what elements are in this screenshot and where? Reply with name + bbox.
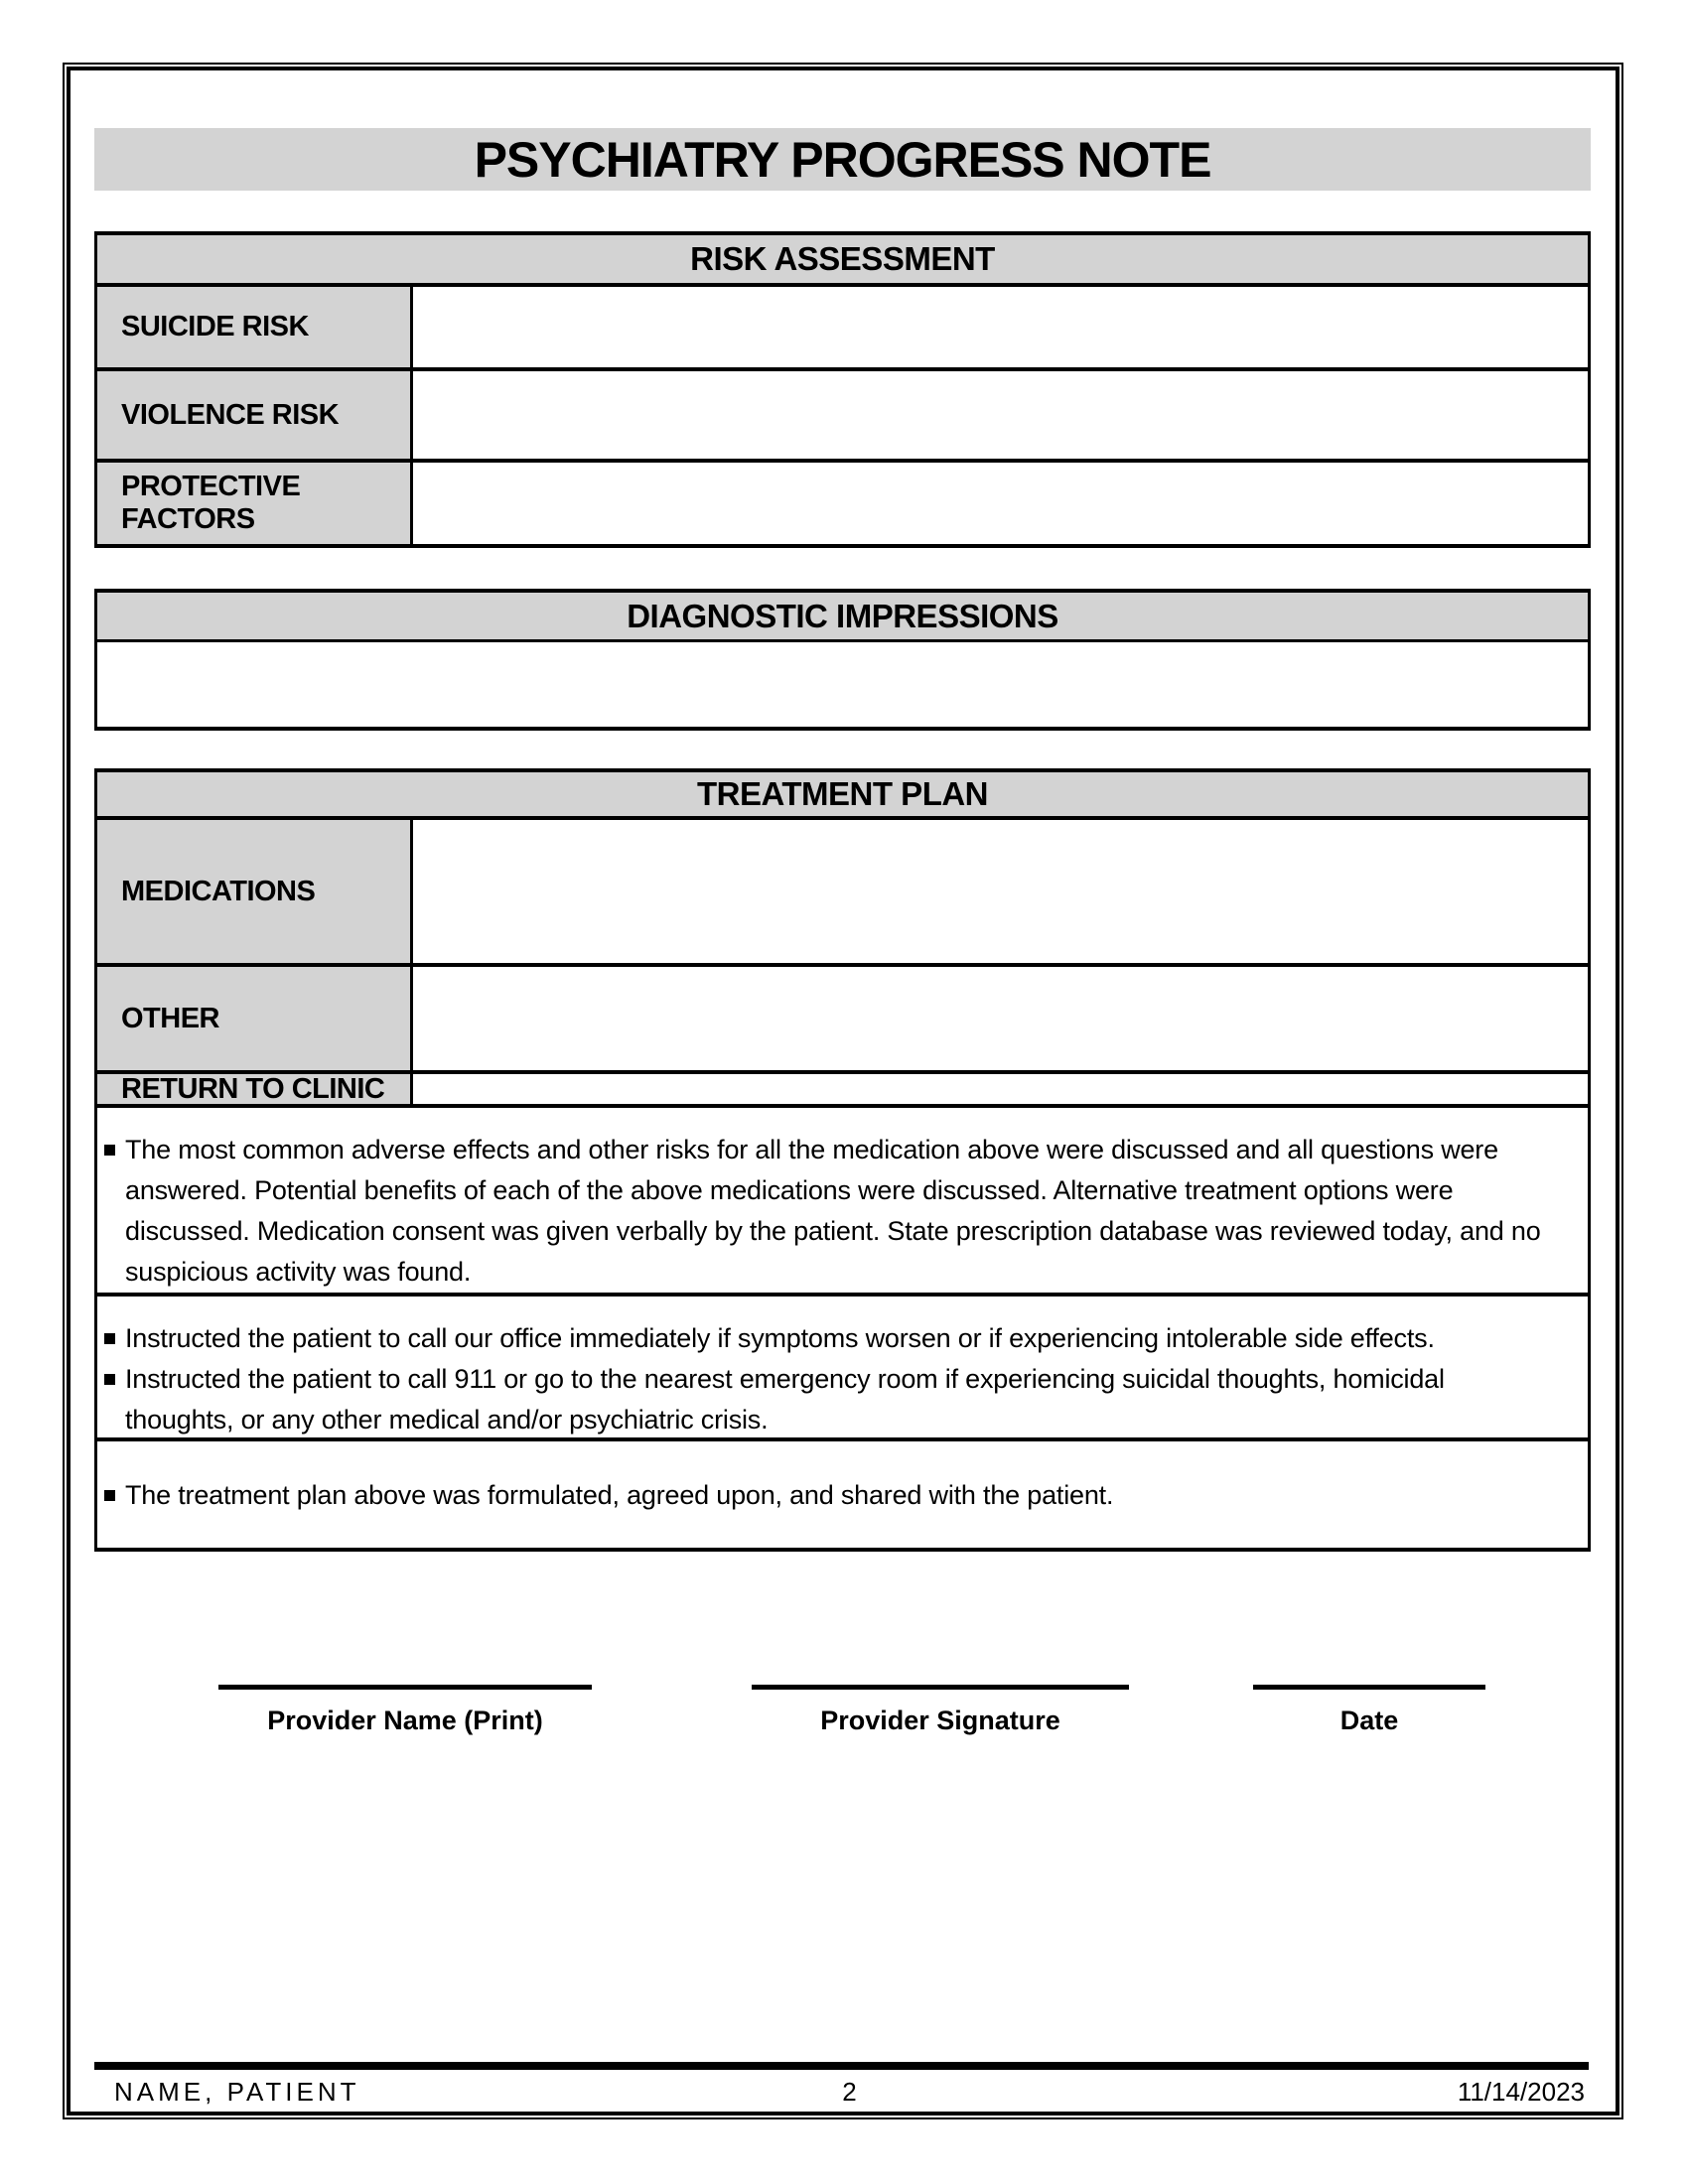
table-row [97,287,1588,371]
table-row [97,371,1588,463]
other-label: OTHER [97,967,413,1070]
medications-label: MEDICATIONS [97,820,413,963]
footer-rule [94,2062,1589,2070]
provider-name-label: Provider Name (Print) [267,1706,543,1735]
risk-assessment-header: RISK ASSESSMENT [97,235,1588,287]
diagnostic-impressions-header: DIAGNOSTIC IMPRESSIONS [97,593,1588,642]
provider-name-signature-line [218,1685,592,1736]
other-field [413,967,1588,1070]
footer-patient-name: NAME, PATIENT [114,2077,360,2107]
suicide-risk-label: SUICIDE RISK [97,287,413,367]
date-signature-line [1253,1685,1485,1736]
note-bullet: Instructed the patient to call 911 or go to the nearest emergency room if experiencing suicidal thoughts, homicidal thoughts, or any other medical and/or psychiatric crisis. [101,1359,1558,1440]
suicide-risk-field [413,287,1588,367]
treatment-plan-section [94,768,1591,1552]
risk-assessment-section [94,231,1591,548]
date-label: Date [1339,1706,1399,1735]
footer-page-number: 2 [842,2077,857,2107]
return-to-clinic-label: RETURN TO CLINIC [97,1074,413,1104]
table-row [97,967,1588,1074]
diagnostic-impressions-field [97,642,1588,727]
note-bullet: The most common adverse effects and other risks for all the medication above were discussed and all questions were answered. Potential benefits of each of the above medications were discussed. Alternative treatment options were discussed. Medication consent was given verbally by the patient. State prescription database was reviewed today, and no suspicious activity was found. [101,1130,1558,1293]
treatment-agreement-note [97,1441,1588,1548]
provider-signature-line [752,1685,1129,1736]
medication-consent-note [97,1108,1588,1297]
protective-factors-field [413,463,1588,544]
provider-signature-label: Provider Signature [820,1706,1060,1735]
medications-field [413,820,1588,963]
violence-risk-label: VIOLENCE RISK [97,371,413,459]
table-row [97,820,1588,967]
page-title: PSYCHIATRY PROGRESS NOTE [94,128,1591,191]
diagnostic-impressions-section [94,589,1591,731]
footer-date: 11/14/2023 [1457,2077,1586,2107]
protective-factors-label: PROTECTIVE FACTORS [97,463,413,544]
page-footer [94,2077,1589,2108]
note-bullet: The treatment plan above was formulated, agreed upon, and shared with the patient. [101,1475,1558,1516]
treatment-plan-header: TREATMENT PLAN [97,772,1588,820]
patient-instructions-note [97,1297,1588,1441]
return-to-clinic-field [413,1074,1588,1104]
table-row [97,1074,1588,1108]
table-row [97,463,1588,544]
note-bullet: Instructed the patient to call our office immediately if symptoms worsen or if experiencing intolerable side effects. [101,1318,1558,1359]
violence-risk-field [413,371,1588,459]
